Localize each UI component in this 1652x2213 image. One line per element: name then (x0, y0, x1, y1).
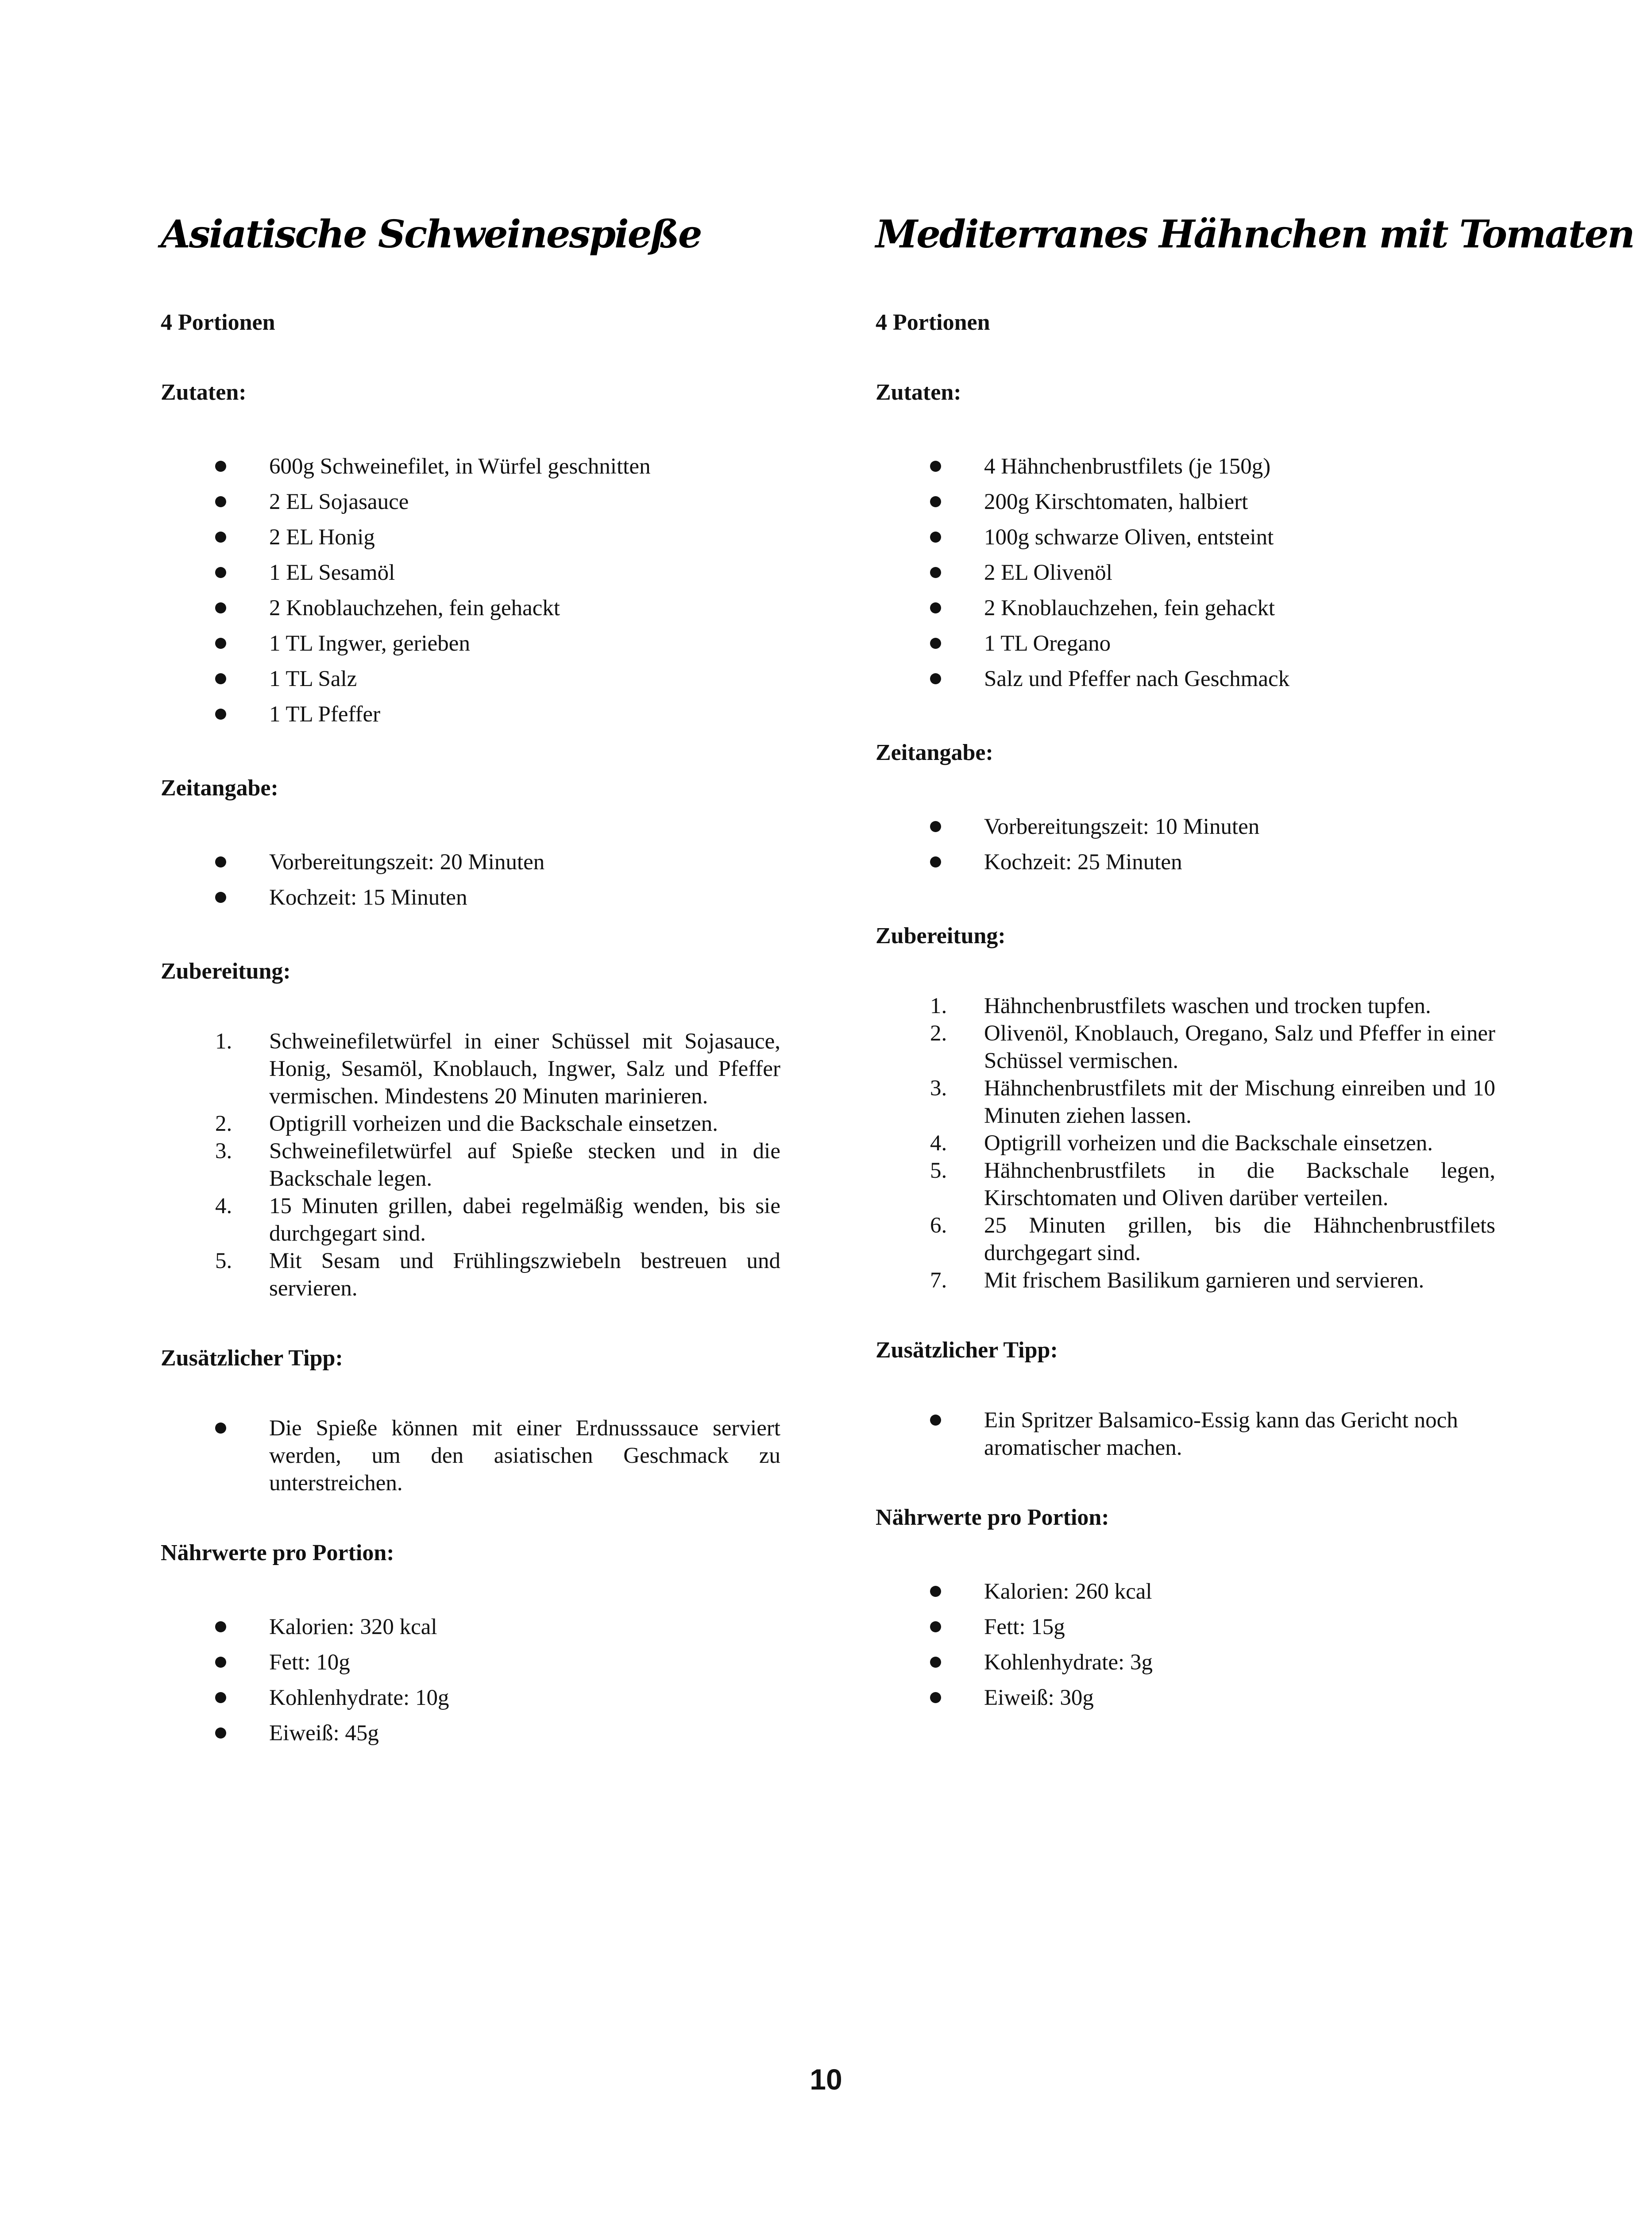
recipe-title: Asiatische Schweinespieße (161, 212, 701, 257)
ingredient-item: 2 EL Honig (161, 520, 780, 555)
time-list (876, 809, 1495, 880)
step-item: 5. Hähnchenbrustfilets in die Backschale legen, Kirschtomaten und Oliven darüber verteilen. (930, 1158, 1495, 1211)
bullet-icon (930, 856, 941, 867)
ingredients-heading: Zutaten: (161, 380, 247, 405)
bullet-icon (215, 532, 226, 543)
time-heading: Zeitangabe: (161, 775, 278, 801)
ingredient-item: 600g Schweinefilet, in Würfel geschnitten (161, 449, 780, 484)
bullet-icon (215, 567, 226, 578)
ingredient-list (876, 449, 1495, 697)
ingredient-item: Salz und Pfeffer nach Geschmack (876, 661, 1495, 697)
ingredient-item: 2 EL Sojasauce (161, 484, 780, 520)
portions: 4 Portionen (876, 310, 990, 335)
bullet-icon (930, 461, 941, 472)
tip-list (876, 1407, 1495, 1461)
time-list (161, 844, 780, 915)
bullet-icon (930, 602, 941, 613)
recipe-left (161, 208, 780, 1751)
tip-item: Ein Spritzer Balsamico-Essig kann das Gericht noch aromatischer machen. (876, 1407, 1495, 1461)
nutrition-item: Kalorien: 320 kcal (161, 1609, 780, 1645)
ingredient-item: 1 TL Pfeffer (161, 697, 780, 732)
bullet-icon (215, 1621, 226, 1632)
nutrition-item: Kalorien: 260 kcal (876, 1574, 1495, 1609)
step-item: 7. Mit frischem Basilikum garnieren und servieren. (930, 1268, 1424, 1293)
step-item: 3. Schweinefiletwürfel auf Spieße stecken und in die Backschale legen. (215, 1139, 780, 1191)
tip-item: Die Spieße können mit einer Erdnusssauce serviert werden, um den asiatischen Geschmack zu unterstreichen. (161, 1415, 780, 1497)
step-item: 2. Optigrill vorheizen und die Backschale einsetzen. (215, 1111, 718, 1136)
step-item: 1. Hähnchenbrustfilets waschen und trocken tupfen. (930, 994, 1431, 1018)
portions: 4 Portionen (161, 310, 275, 335)
ingredient-item: 4 Hähnchenbrustfilets (je 150g) (876, 449, 1495, 484)
time-item: Vorbereitungszeit: 20 Minuten (161, 844, 780, 880)
step-item: 2. Olivenöl, Knoblauch, Oregano, Salz und Pfeffer in einer Schüssel vermischen. (930, 1021, 1495, 1073)
preparation-heading: Zubereitung: (876, 923, 1006, 948)
nutrition-heading: Nährwerte pro Portion: (161, 1540, 394, 1565)
bullet-icon (215, 673, 226, 684)
step-item: 3. Hähnchenbrustfilets mit der Mischung einreiben und 10 Minuten ziehen lassen. (930, 1076, 1495, 1128)
ingredient-item: 200g Kirschtomaten, halbiert (876, 484, 1495, 520)
bullet-icon (930, 821, 941, 832)
ingredients-heading: Zutaten: (876, 380, 961, 405)
bullet-icon (215, 496, 226, 507)
ingredient-item: 1 TL Ingwer, gerieben (161, 626, 780, 661)
step-item: 1. Schweinefiletwürfel in einer Schüssel mit Sojasauce, Honig, Sesamöl, Knoblauch, Ingwer, Salz und Pfeffer vermischen. Mindestens 20 Minuten marinieren. (215, 1029, 780, 1109)
time-item: Kochzeit: 15 Minuten (161, 880, 780, 915)
nutrition-item: Fett: 10g (161, 1645, 780, 1680)
step-item: 5. Mit Sesam und Frühlingszwiebeln bestreuen und servieren. (215, 1249, 780, 1301)
bullet-icon (215, 709, 226, 720)
bullet-icon (930, 496, 941, 507)
bullet-icon (215, 602, 226, 613)
bullet-icon (930, 1586, 941, 1597)
ingredient-list (161, 449, 780, 732)
nutrition-list (876, 1574, 1495, 1716)
ingredient-item: 2 Knoblauchzehen, fein gehackt (876, 590, 1495, 626)
bullet-icon (215, 461, 226, 472)
ingredient-item: 1 TL Oregano (876, 626, 1495, 661)
time-item: Kochzeit: 25 Minuten (876, 844, 1495, 880)
bullet-icon (930, 673, 941, 684)
bullet-icon (930, 1415, 941, 1426)
ingredient-item: 1 TL Salz (161, 661, 780, 697)
bullet-icon (215, 638, 226, 649)
bullet-icon (930, 532, 941, 543)
step-item: 4. 15 Minuten grillen, dabei regelmäßig wenden, bis sie durchgegart sind. (215, 1194, 780, 1246)
time-item: Vorbereitungszeit: 10 Minuten (876, 809, 1495, 844)
step-item: 4. Optigrill vorheizen und die Backschale einsetzen. (930, 1131, 1433, 1156)
nutrition-item: Kohlenhydrate: 3g (876, 1645, 1495, 1680)
ingredient-item: 2 EL Olivenöl (876, 555, 1495, 590)
step-list (161, 1028, 780, 1302)
nutrition-item: Kohlenhydrate: 10g (161, 1680, 780, 1716)
time-heading: Zeitangabe: (876, 740, 993, 765)
nutrition-heading: Nährwerte pro Portion: (876, 1505, 1109, 1530)
page-number: 10 (810, 2063, 842, 2096)
tip-heading: Zusätzlicher Tipp: (876, 1338, 1058, 1363)
bullet-icon (930, 1692, 941, 1703)
bullet-icon (215, 1657, 226, 1668)
ingredient-item: 1 EL Sesamöl (161, 555, 780, 590)
nutrition-list (161, 1609, 780, 1751)
step-item: 6. 25 Minuten grillen, bis die Hähnchenbrustfilets durchgegart sind. (930, 1213, 1495, 1265)
bullet-icon (215, 1423, 226, 1434)
bullet-icon (215, 1692, 226, 1703)
ingredient-item: 2 Knoblauchzehen, fein gehackt (161, 590, 780, 626)
preparation-heading: Zubereitung: (161, 959, 291, 984)
nutrition-item: Fett: 15g (876, 1609, 1495, 1645)
ingredient-item: 100g schwarze Oliven, entsteint (876, 520, 1495, 555)
bullet-icon (930, 567, 941, 578)
tip-list (161, 1415, 780, 1497)
recipe-right (876, 208, 1634, 1716)
step-list (876, 992, 1495, 1294)
bullet-icon (215, 1727, 226, 1739)
bullet-icon (930, 1657, 941, 1668)
bullet-icon (930, 1621, 941, 1632)
nutrition-item: Eiweiß: 45g (161, 1716, 780, 1751)
tip-heading: Zusätzlicher Tipp: (161, 1346, 343, 1371)
bullet-icon (215, 892, 226, 903)
nutrition-item: Eiweiß: 30g (876, 1680, 1495, 1716)
recipe-title: Mediterranes Hähnchen mit Tomaten (876, 212, 1634, 257)
bullet-icon (930, 638, 941, 649)
bullet-icon (215, 856, 226, 867)
